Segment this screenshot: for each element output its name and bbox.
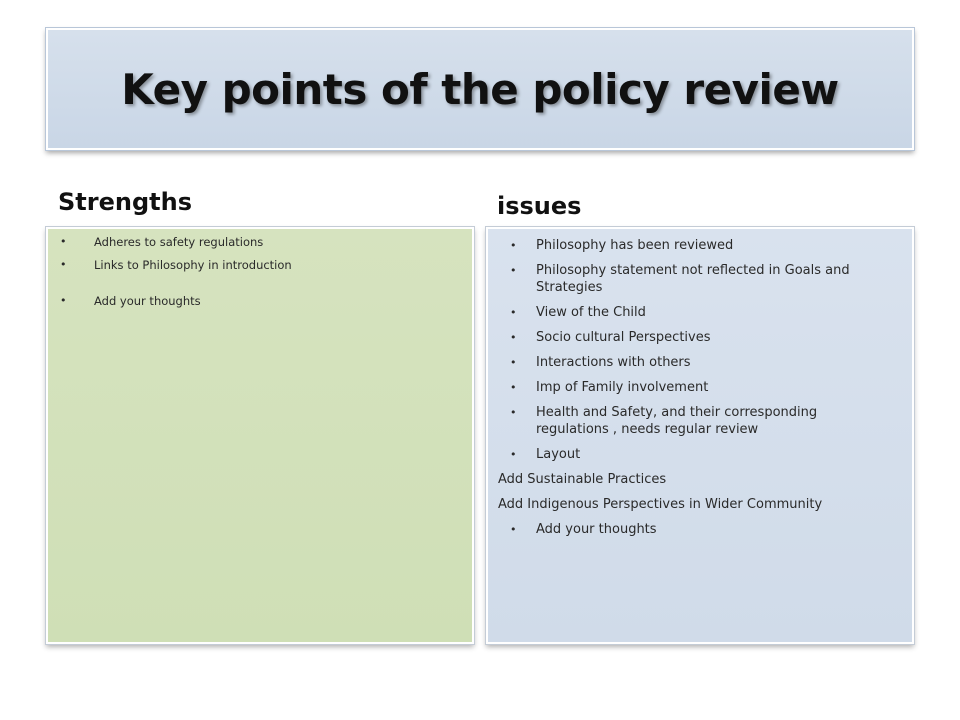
issues-panel (486, 227, 914, 644)
list-item (498, 496, 888, 513)
list-item (498, 354, 888, 371)
list-item (498, 471, 888, 488)
list-item-text: Layout (536, 447, 581, 462)
issues-list (498, 237, 888, 546)
bullet-icon: • (60, 258, 67, 271)
strengths-list (60, 235, 456, 317)
strengths-heading: Strengths (58, 188, 192, 216)
list-item-text: Add Indigenous Perspectives in Wider Community (498, 497, 823, 512)
list-item-text: Health and Safety, and their corresponding regulations , needs regular review (536, 405, 818, 437)
list-item (498, 329, 888, 346)
list-item (498, 446, 888, 463)
list-item (498, 304, 888, 321)
issues-heading: issues (497, 192, 582, 220)
bullet-icon: • (60, 235, 67, 248)
title-box (46, 28, 914, 150)
bullet-icon: • (510, 448, 517, 461)
list-item (60, 258, 456, 272)
bullet-icon: • (510, 239, 517, 252)
list-item-text: Adheres to safety regulations (94, 235, 264, 249)
list-item-text: Philosophy statement not reflected in Goals and Strategies (536, 263, 850, 295)
bullet-icon: • (510, 306, 517, 319)
list-item (498, 521, 888, 538)
list-item-text: View of the Child (536, 305, 646, 320)
list-item (60, 235, 456, 249)
list-item (498, 404, 888, 438)
bullet-icon: • (510, 381, 517, 394)
list-item-text: Imp of Family involvement (536, 380, 709, 395)
bullet-icon: • (510, 406, 517, 419)
bullet-icon: • (510, 331, 517, 344)
list-item-text: Philosophy has been reviewed (536, 238, 734, 253)
list-item-text: Interactions with others (536, 355, 691, 370)
list-item-text: Links to Philosophy in introduction (94, 258, 292, 272)
page-title: Key points of the policy review (121, 64, 839, 114)
list-item (60, 294, 456, 308)
bullet-icon: • (510, 523, 517, 536)
list-item-text: Add your thoughts (94, 294, 201, 308)
list-item-text: Socio cultural Perspectives (536, 330, 711, 345)
bullet-icon: • (60, 294, 67, 307)
list-item (498, 379, 888, 396)
list-item (498, 237, 888, 254)
strengths-panel (46, 227, 474, 644)
list-item (498, 262, 888, 296)
bullet-icon: • (510, 356, 517, 369)
list-item-text: Add Sustainable Practices (498, 472, 667, 487)
list-item-text: Add your thoughts (536, 522, 657, 537)
bullet-icon: • (510, 264, 517, 277)
